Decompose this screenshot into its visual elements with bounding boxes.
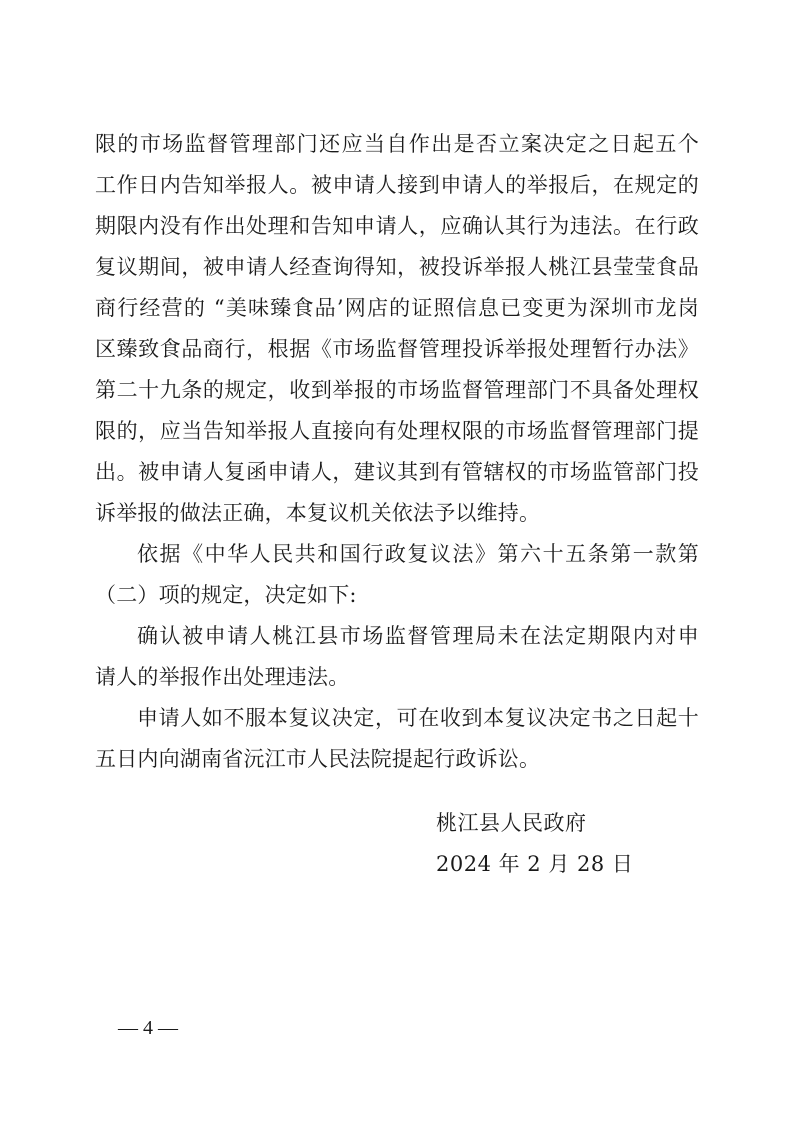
signature-organization: 桃江县人民政府 xyxy=(436,811,587,835)
paragraph-line: 限的市场监督管理部门还应当自作出是否立案决定之日起五个 xyxy=(95,132,699,156)
page-number: — 4 — xyxy=(118,1017,178,1039)
paragraph-line: 出。被申请人复函申请人，建议其到有管辖权的市场监管部门投 xyxy=(95,460,699,484)
paragraph-line: 第二十九条的规定，收到举报的市场监督管理部门不具备处理权 xyxy=(95,378,699,402)
paragraph-line: 商行经营的 “美味臻食品’网店的证照信息已变更为深圳市龙岗 xyxy=(95,296,699,320)
paragraph-line: （二）项的规定，决定如下: xyxy=(95,583,357,607)
paragraph-line: 申请人如不服本复议决定，可在收到本复议决定书之日起十 xyxy=(137,706,699,730)
paragraph-line: 工作日内告知举报人。被申请人接到申请人的举报后，在规定的 xyxy=(95,173,699,197)
paragraph-line: 确认被申请人桃江县市场监督管理局未在法定期限内对申 xyxy=(137,624,699,648)
signature-date: 2024 年 2 月 28 日 xyxy=(436,852,634,876)
paragraph-line: 请人的举报作出处理违法。 xyxy=(95,665,350,689)
paragraph-line: 期限内没有作出处理和告知申请人，应确认其行为违法。在行政 xyxy=(95,214,699,238)
paragraph-line: 区臻致食品商行，根据《市场监督管理投诉举报处理暂行办法》 xyxy=(95,337,699,361)
paragraph-line: 诉举报的做法正确，本复议机关依法予以维持。 xyxy=(95,501,541,525)
paragraph-line: 依据《中华人民共和国行政复议法》第六十五条第一款第 xyxy=(137,542,699,566)
paragraph-line: 复议期间，被申请人经查询得知，被投诉举报人桃江县莹莹食品 xyxy=(95,255,699,279)
paragraph-line: 五日内向湖南省沅江市人民法院提起行政诉讼。 xyxy=(95,747,541,771)
paragraph-line: 限的，应当告知举报人直接向有处理权限的市场监督管理部门提 xyxy=(95,419,699,443)
